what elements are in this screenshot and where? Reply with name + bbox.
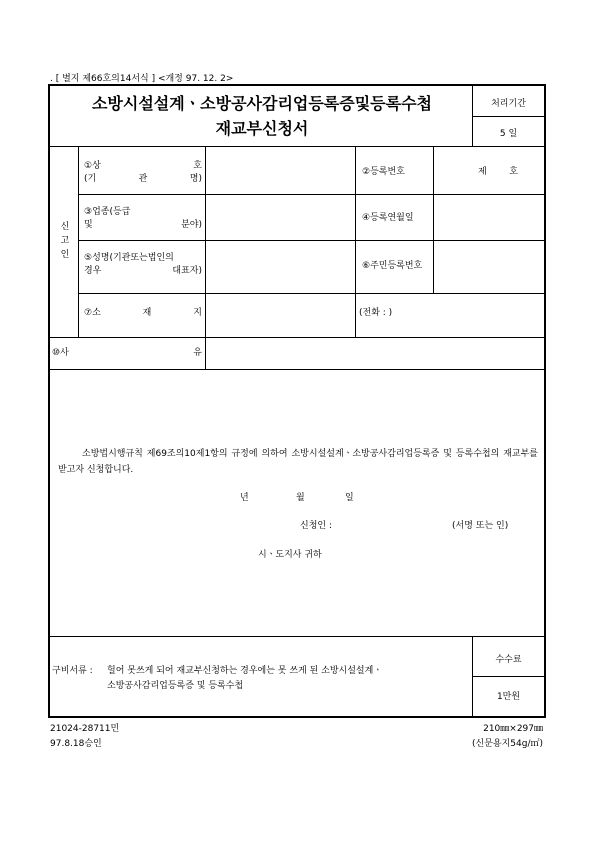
required-docs-line2: 소방공사감리업등록증 및 등록수첩 <box>107 681 244 691</box>
recipient: 시ㆍ도지사 귀하 <box>258 550 322 560</box>
name-sub-label: 경우 대표자) <box>84 266 202 276</box>
required-docs-line1: 헐어 못쓰게 되어 재교부신청하는 경우에는 못 쓰게 된 소방시설설계ㆍ <box>107 666 383 676</box>
business-type-label: ③업종(등급 <box>84 207 131 217</box>
fee-label: 수수료 <box>495 655 522 665</box>
reg-no-label: ②등록번호 <box>362 167 405 177</box>
fee-value: 1만원 <box>496 692 521 702</box>
form-title-line2: 재교부신청서 <box>215 119 309 138</box>
processing-period-label: 처리기간 <box>491 99 526 109</box>
processing-period-value: 5 일 <box>499 129 518 139</box>
resident-no-label: ⑥주민등록번호 <box>362 261 423 271</box>
reason-label: ⑩사 유 <box>52 348 202 358</box>
paper-type: (신문용지54g/㎡) <box>472 739 543 749</box>
address-label: ⑦소 재 지 <box>84 308 202 318</box>
date-day: 일 <box>345 493 354 503</box>
trade-name-label: ①상 호 <box>84 161 202 171</box>
name-label: ⑤성명(기관또는법인의 <box>84 253 174 263</box>
form-title-line1: 소방시설설계ㆍ소방공사감리업등록증및등록수첩 <box>91 94 433 113</box>
reg-date-label: ④등록연월일 <box>362 213 414 223</box>
signature-note: (서명 또는 인) <box>452 521 509 531</box>
required-docs-label: 구비서류 : <box>52 666 93 676</box>
date-month: 월 <box>296 493 305 503</box>
form-code: 21024-28711민 <box>50 724 120 734</box>
phone-label: (전화 : ) <box>359 308 393 318</box>
declaration-text: 소방법시행규칙 제69조의10제1항의 규정에 의하여 소방시설설계ㆍ소방공사감리업등록증 및 등록수첩의 재교부를 받고자 신청합니다. <box>58 449 538 475</box>
trade-name-sub-label: (기 관 명) <box>84 174 202 184</box>
applicant-signature-label: 신청인 : <box>300 521 332 531</box>
paper-size: 210㎜×297㎜ <box>483 724 543 734</box>
reg-no-value: 제 호 <box>478 167 518 177</box>
date-year: 년 <box>240 493 249 503</box>
applicant-label: 신 고 인 <box>60 222 70 260</box>
approval-date: 97.8.18승인 <box>50 739 102 749</box>
business-type-sub-label: 및 분야) <box>84 220 202 230</box>
form-number: . [ 별지 제66호의14서식 ] <개정 97. 12. 2> <box>50 74 234 84</box>
